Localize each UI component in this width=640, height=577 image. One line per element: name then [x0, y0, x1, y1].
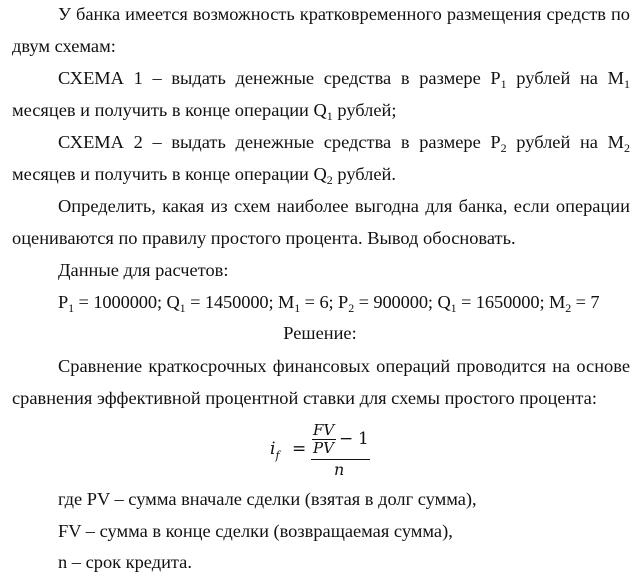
compare-text-2: сравнения эффективной процентной ставки для схемы простого процента:: [12, 388, 597, 408]
effective-rate-formula: [270, 421, 410, 477]
scheme2-text-1: СХЕМА 2 – выдать денежные средства в размере $P_2$ рублей на $M_2$: [58, 132, 630, 155]
intro-text-2: двум схемам:: [12, 36, 116, 56]
formula-lhs: $i_f$: [270, 439, 280, 462]
task-text-2: оцениваются по правилу простого процента. Вывод обосновать.: [12, 228, 516, 248]
data-values-text: $P_1 = 1000000$; $Q_1 = 1450000$; $M_1 = 6$; $P_2 = 900000$; $Q_1 = 1650000$; $M_2 = 7$: [58, 292, 600, 315]
compare-text-1: Сравнение краткосрочных финансовых операций проводится на основе: [58, 356, 630, 376]
scheme2-line-1: [58, 131, 630, 155]
formula-denominator: n: [334, 460, 345, 479]
formula-inner-denominator: PV: [313, 439, 334, 457]
formula-inner-numerator: FV: [313, 421, 335, 439]
where-line-3: [58, 551, 630, 575]
scheme1-line-2: [12, 99, 630, 123]
scheme1-text-1: СХЕМА 1 – выдать денежные средства в размере $P_1$ рублей на $M_1$: [58, 68, 630, 91]
formula-equals: =: [292, 439, 307, 459]
scheme1-text-2: месяцев и получить в конце операции $Q_1$ рублей;: [12, 100, 397, 123]
compare-line-1: [58, 355, 630, 379]
where-line-2: [58, 520, 630, 544]
where-line-1: [58, 488, 630, 512]
formula-one: 1: [358, 429, 369, 449]
where-text-3: n – срок кредита.: [58, 552, 192, 572]
data-heading-text: Данные для расчетов:: [58, 260, 229, 280]
task-line-2: [12, 227, 630, 251]
data-heading: [58, 259, 630, 283]
intro-text-1: У банка имеется возможность кратковременного размещения средств по: [58, 4, 630, 24]
task-line-1: [58, 195, 630, 219]
data-values-line: [58, 291, 630, 315]
solution-heading-text: Решение:: [283, 323, 357, 343]
intro-line-2: [12, 35, 630, 59]
formula-minus: −: [339, 429, 354, 449]
compare-line-2: [12, 387, 630, 411]
task-text-1: Определить, какая из схем наиболее выгодна для банка, если операции: [58, 196, 630, 216]
where-text-2: FV – сумма в конце сделки (возвращаемая сумма),: [58, 521, 453, 541]
intro-line-1: [58, 3, 630, 27]
scheme2-line-2: [12, 163, 630, 187]
solution-heading: [0, 322, 640, 346]
scheme1-line-1: [58, 67, 630, 91]
where-text-1: где PV – сумма вначале сделки (взятая в долг сумма),: [58, 489, 477, 509]
scheme2-text-2: месяцев и получить в конце операции $Q_2$ рублей.: [12, 164, 396, 187]
